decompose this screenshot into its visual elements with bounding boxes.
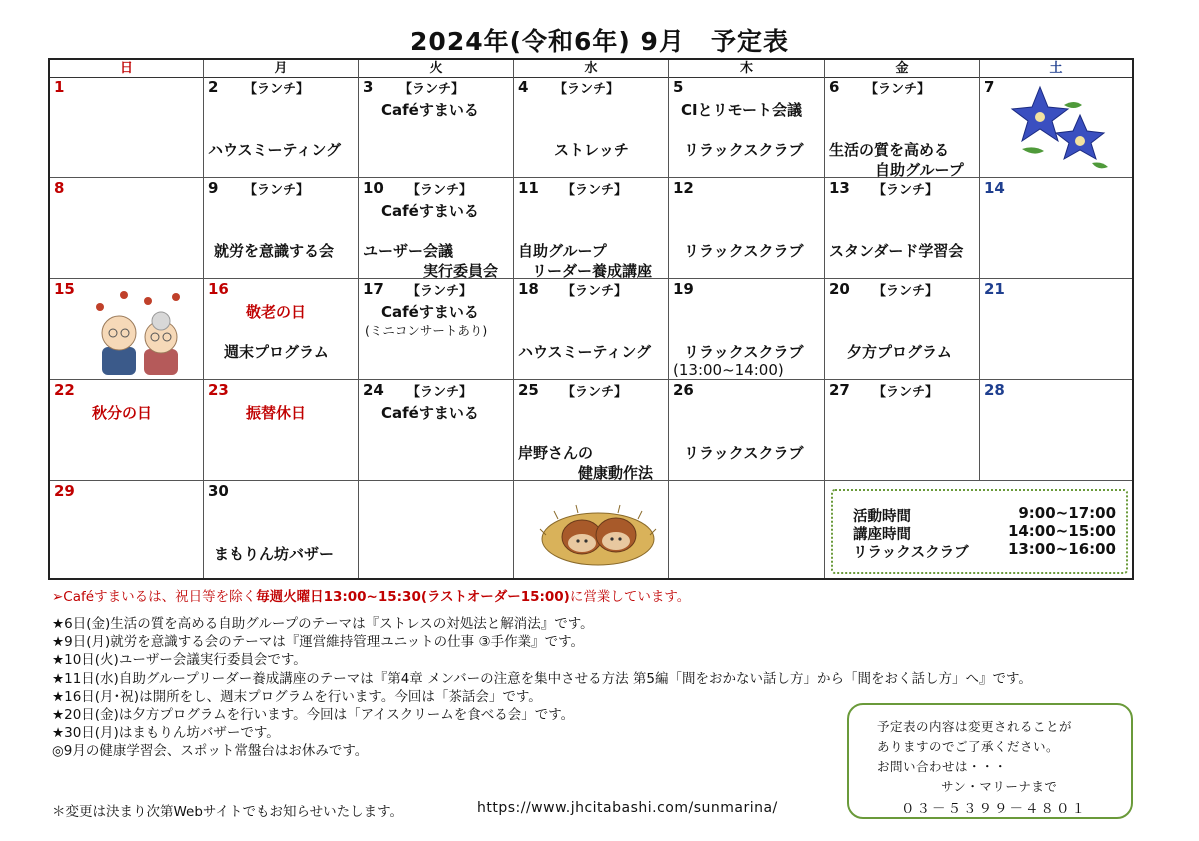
- event-note: (ミニコンサートあり): [365, 323, 488, 338]
- event-cafe: Caféすまいる: [381, 303, 479, 321]
- day-number: 7: [984, 78, 995, 96]
- hours-box: [831, 489, 1128, 574]
- day-number: 1: [54, 78, 65, 96]
- day-number: 23: [208, 381, 229, 399]
- day-cell: [359, 77, 514, 178]
- chestnut-illustration: [538, 499, 658, 569]
- day-number: 21: [984, 280, 1005, 298]
- day-cell: [669, 279, 825, 380]
- event: まもりん坊バザー: [214, 545, 335, 563]
- day-cell: [825, 77, 980, 178]
- day-cell: [359, 380, 514, 481]
- day-cell: [204, 77, 359, 178]
- day-number: 9: [208, 179, 219, 197]
- contact-phone: ０３－５３９９－４８０１: [901, 801, 1087, 817]
- event: 岸野さんの: [518, 444, 594, 462]
- contact-box: [847, 703, 1133, 819]
- weekday-mon: 月: [204, 60, 359, 77]
- day-number: 25: [518, 381, 539, 399]
- day-cell-empty: [359, 481, 514, 578]
- day-cell: [50, 178, 204, 279]
- day-number: 3: [363, 78, 374, 96]
- lunch-label: 【ランチ】: [562, 385, 628, 400]
- cafe-notice-text: に営業しています。: [569, 589, 691, 605]
- note-item: ★6日(金)生活の質を高める自助グループのテーマは『ストレスの対処法と解消法』です。: [52, 616, 594, 632]
- contact-line: サン・マリーナまで: [941, 779, 1058, 794]
- lunch-label: 【ランチ】: [865, 82, 931, 97]
- hours-label: 講座時間: [853, 527, 911, 543]
- day-number: 2: [208, 78, 219, 96]
- day-number: 10: [363, 179, 384, 197]
- note-item: ★30日(月)はまもりん坊バザーです。: [52, 725, 280, 742]
- day-cell: [514, 178, 669, 279]
- event: リーダー養成講座: [532, 262, 653, 279]
- day-number: 6: [829, 78, 840, 96]
- note-item: ★20日(金)は夕方プログラムを行います。今回は「アイスクリームを食べる会」です。: [52, 707, 575, 724]
- event-cafe: Caféすまいる: [381, 101, 479, 119]
- weekday-sun: 日: [50, 60, 204, 77]
- lunch-label: 【ランチ】: [873, 183, 939, 198]
- day-number: 4: [518, 78, 529, 96]
- day-cell: [825, 279, 980, 380]
- day-cell: [50, 77, 204, 178]
- day-number: 14: [984, 179, 1005, 197]
- day-cell: [50, 279, 204, 380]
- day-cell: [669, 380, 825, 481]
- website-link[interactable]: https://www.jhcitabashi.com/sunmarina/: [477, 800, 778, 816]
- event: 健康動作法: [578, 464, 654, 481]
- day-number: 22: [54, 381, 75, 399]
- lunch-label: 【ランチ】: [873, 284, 939, 299]
- note-item: ★10日(火)ユーザー会議実行委員会です。: [52, 652, 307, 669]
- day-cell: [669, 178, 825, 279]
- weekday-header: [50, 60, 1132, 78]
- event: リラックスクラブ: [684, 141, 804, 159]
- event: リラックスクラブ: [684, 242, 804, 260]
- day-number: 12: [673, 179, 694, 197]
- day-number: 11: [518, 179, 539, 197]
- day-cell: [825, 178, 980, 279]
- day-cell: [669, 77, 825, 178]
- day-cell: [980, 77, 1132, 178]
- event-time: (13:00~14:00): [673, 361, 784, 379]
- event: スタンダード学習会: [829, 242, 964, 260]
- footnote: ＊変更は決まり次第Webサイトでもお知らせいたします。: [52, 804, 404, 820]
- day-cell: [514, 279, 669, 380]
- day-cell-empty: [669, 481, 825, 578]
- day-cell: [50, 380, 204, 481]
- day-number: 28: [984, 381, 1005, 399]
- page-title: 2024年(令和6年) 9月 予定表: [410, 27, 789, 56]
- lunch-label: 【ランチ】: [399, 82, 465, 97]
- contact-line: お問い合わせは・・・: [877, 759, 1008, 774]
- holiday-label: 振替休日: [246, 404, 307, 422]
- day-number: 19: [673, 280, 694, 298]
- event: CIとリモート会議: [681, 101, 802, 119]
- note-item: ★9日(月)就労を意識する会のテーマは『運営維持管理ユニットの仕事 ③手作業』です。: [52, 634, 584, 651]
- event: ハウスミーティング: [518, 343, 652, 361]
- day-cell: [980, 380, 1132, 481]
- lunch-label: 【ランチ】: [873, 385, 939, 400]
- day-number: 27: [829, 381, 850, 399]
- event: 実行委員会: [423, 262, 499, 279]
- cafe-notice-text: ➢Caféすまいるは、祝日等を除く: [52, 589, 257, 605]
- weekday-tue: 火: [359, 60, 514, 77]
- lunch-label: 【ランチ】: [407, 284, 473, 299]
- event: 就労を意識する会: [214, 242, 335, 260]
- event: リラックスクラブ: [684, 444, 804, 462]
- lunch-label: 【ランチ】: [562, 183, 628, 198]
- day-cell: [204, 481, 359, 578]
- day-number: 30: [208, 482, 229, 500]
- day-cell: [514, 77, 669, 178]
- day-cell: [825, 380, 980, 481]
- hours-label: 活動時間: [853, 509, 911, 525]
- note-item: ★11日(水)自助グループリーダー養成講座のテーマは『第4章 メンバーの注意を集中させる方法 第5編「間をおかない話し方」から「間をおく話し方」へ』です。: [52, 670, 1032, 687]
- day-cell: [204, 279, 359, 380]
- event: 自助グループ: [875, 161, 964, 178]
- event-cafe: Caféすまいる: [381, 202, 479, 220]
- day-cell-empty: [514, 481, 669, 578]
- day-number: 20: [829, 280, 850, 298]
- day-number: 13: [829, 179, 850, 197]
- event: リラックスクラブ: [684, 343, 804, 361]
- event: ハウスミーティング: [208, 141, 342, 159]
- weekday-sat: 土: [1049, 61, 1063, 76]
- event: 週末プログラム: [224, 343, 329, 361]
- lunch-label: 【ランチ】: [554, 82, 620, 97]
- weekday-fri: 金: [825, 60, 980, 77]
- day-cell: [359, 178, 514, 279]
- day-cell: [50, 481, 204, 578]
- holiday-label: 秋分の日: [92, 404, 153, 422]
- event-cafe: Caféすまいる: [381, 404, 479, 422]
- day-cell: [204, 380, 359, 481]
- lunch-label: 【ランチ】: [244, 82, 310, 97]
- day-number: 17: [363, 280, 384, 298]
- day-number: 29: [54, 482, 75, 500]
- event: ストレッチ: [554, 141, 629, 159]
- lunch-label: 【ランチ】: [407, 183, 473, 198]
- day-number: 26: [673, 381, 694, 399]
- hours-value: 13:00~16:00: [1007, 540, 1116, 558]
- bellflower-illustration: [1004, 79, 1114, 174]
- cafe-notice-hours: 毎週火曜日13:00~15:30(ラストオーダー15:00): [256, 589, 570, 605]
- holiday-label: 敬老の日: [246, 303, 307, 321]
- day-number: 16: [208, 280, 229, 298]
- contact-line: ありますのでご了承ください。: [877, 739, 1060, 754]
- note-item: ★16日(月･祝)は開所をし、週末プログラムを行います。今回は「茶話会」です。: [52, 688, 542, 705]
- hours-value: 9:00~17:00: [1018, 504, 1116, 522]
- day-number: 15: [54, 280, 75, 298]
- cafe-notice: [52, 585, 690, 605]
- day-number: 24: [363, 381, 384, 399]
- event: ユーザー会議: [363, 242, 454, 260]
- contact-line: 予定表の内容は変更されることが: [877, 719, 1073, 734]
- day-cell: [514, 380, 669, 481]
- day-number: 18: [518, 280, 539, 298]
- weekday-wed: 水: [514, 60, 669, 77]
- day-number: 8: [54, 179, 65, 197]
- hours-label: リラックスクラブ: [853, 545, 969, 561]
- day-cell: [204, 178, 359, 279]
- hours-value: 14:00~15:00: [1007, 522, 1116, 540]
- lunch-label: 【ランチ】: [562, 284, 628, 299]
- day-cell: [980, 178, 1132, 279]
- event: 夕方プログラム: [847, 343, 952, 361]
- lunch-label: 【ランチ】: [407, 385, 473, 400]
- weekday-thu: 木: [669, 60, 825, 77]
- day-cell: [359, 279, 514, 380]
- day-number: 5: [673, 78, 684, 96]
- note-item: ◎9月の健康学習会、スポット常盤台はお休みです。: [52, 743, 369, 760]
- elderly-couple-illustration: [90, 287, 190, 377]
- event: 生活の質を高める: [829, 141, 950, 159]
- day-cell: [980, 279, 1132, 380]
- lunch-label: 【ランチ】: [244, 183, 310, 198]
- event: 自助グループ: [518, 242, 607, 260]
